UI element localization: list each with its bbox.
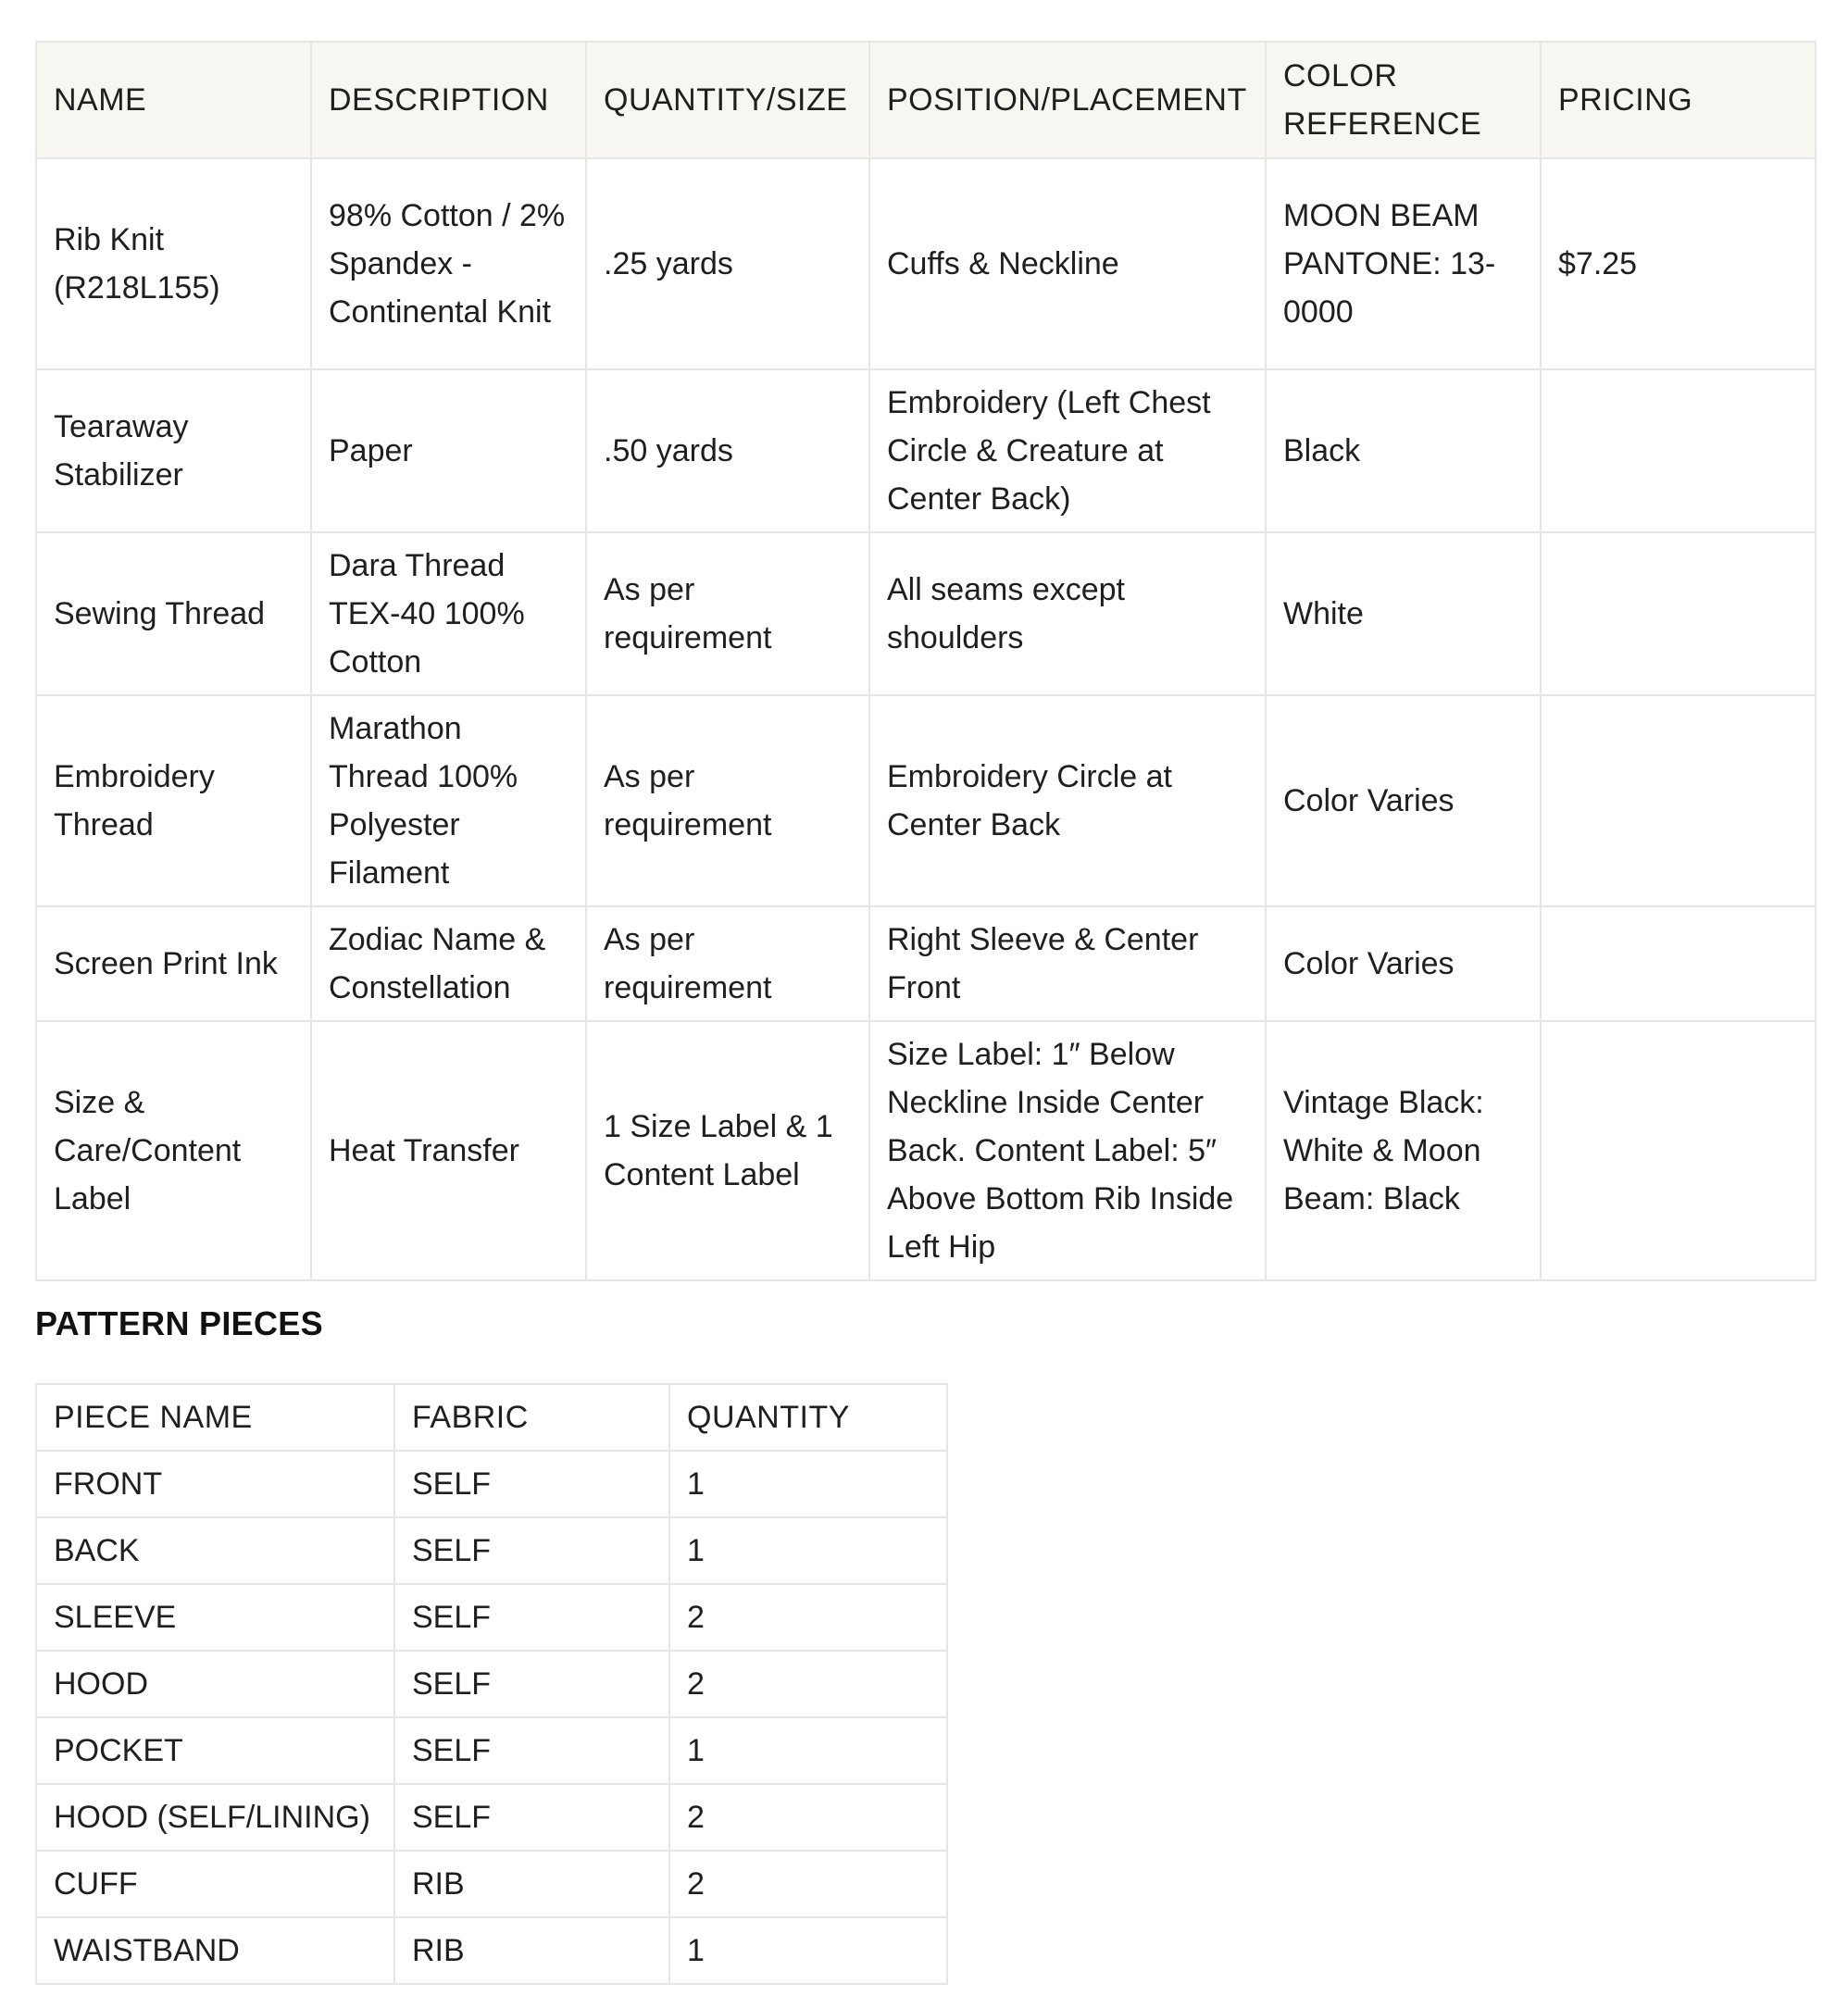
cell-piece-name: POCKET	[36, 1717, 394, 1784]
cell-position: All seams except shoulders	[869, 532, 1266, 695]
header-piece-name: PIECE NAME	[36, 1384, 394, 1451]
cell-piece-name: CUFF	[36, 1851, 394, 1917]
cell-position: Embroidery Circle at Center Back	[869, 695, 1266, 906]
cell-piece-name: HOOD	[36, 1651, 394, 1717]
header-color-reference: COLOR REFERENCE	[1266, 42, 1541, 158]
cell-name: Sewing Thread	[36, 532, 311, 695]
cell-position: Embroidery (Left Chest Circle & Creature at Center Back)	[869, 369, 1266, 532]
cell-description: Paper	[311, 369, 586, 532]
cell-pricing	[1541, 695, 1816, 906]
cell-fabric: SELF	[394, 1717, 669, 1784]
cell-quantity: 2	[669, 1851, 947, 1917]
header-pricing: PRICING	[1541, 42, 1816, 158]
header-position-placement: POSITION/PLACEMENT	[869, 42, 1266, 158]
cell-fabric: SELF	[394, 1651, 669, 1717]
table-row	[36, 1651, 947, 1717]
cell-fabric: SELF	[394, 1784, 669, 1851]
cell-name: Screen Print Ink	[36, 906, 311, 1021]
table-row	[36, 532, 1816, 695]
table-row	[36, 158, 1816, 369]
table-row	[36, 1717, 947, 1784]
table-row	[36, 1851, 947, 1917]
cell-description: 98% Cotton / 2% Spandex - Continental Knit	[311, 158, 586, 369]
cell-fabric: SELF	[394, 1517, 669, 1584]
pattern-pieces-title: PATTERN PIECES	[35, 1304, 323, 1342]
cell-piece-name: SLEEVE	[36, 1584, 394, 1651]
cell-position: Right Sleeve & Center Front	[869, 906, 1266, 1021]
cell-name: Embroidery Thread	[36, 695, 311, 906]
cell-quantity: As per requirement	[586, 695, 869, 906]
cell-name: Rib Knit (R218L155)	[36, 158, 311, 369]
cell-color: Color Varies	[1266, 906, 1541, 1021]
cell-pricing	[1541, 1021, 1816, 1280]
cell-fabric: RIB	[394, 1917, 669, 1984]
cell-pricing	[1541, 532, 1816, 695]
cell-quantity: .25 yards	[586, 158, 869, 369]
cell-position: Size Label: 1″ Below Neckline Inside Center Back. Content Label: 5″ Above Bottom Rib Inside Left Hip	[869, 1021, 1266, 1280]
table-row	[36, 1517, 947, 1584]
cell-quantity: 2	[669, 1584, 947, 1651]
cell-position: Cuffs & Neckline	[869, 158, 1266, 369]
cell-quantity: .50 yards	[586, 369, 869, 532]
cell-pricing	[1541, 369, 1816, 532]
table-row	[36, 1784, 947, 1851]
cell-piece-name: BACK	[36, 1517, 394, 1584]
cell-quantity: As per requirement	[586, 906, 869, 1021]
cell-quantity: 1	[669, 1517, 947, 1584]
cell-quantity: 1	[669, 1451, 947, 1517]
cell-color: Vintage Black: White & Moon Beam: Black	[1266, 1021, 1541, 1280]
cell-piece-name: HOOD (SELF/LINING)	[36, 1784, 394, 1851]
cell-description: Heat Transfer	[311, 1021, 586, 1280]
table-row	[36, 1021, 1816, 1280]
header-quantity-size: QUANTITY/SIZE	[586, 42, 869, 158]
materials-header-row	[36, 42, 1816, 158]
cell-fabric: RIB	[394, 1851, 669, 1917]
pieces-header-row	[36, 1384, 947, 1451]
cell-piece-name: FRONT	[36, 1451, 394, 1517]
cell-color: Color Varies	[1266, 695, 1541, 906]
table-row	[36, 1917, 947, 1984]
cell-piece-name: WAISTBAND	[36, 1917, 394, 1984]
cell-color: White	[1266, 532, 1541, 695]
cell-quantity: 1 Size Label & 1 Content Label	[586, 1021, 869, 1280]
header-fabric: FABRIC	[394, 1384, 669, 1451]
cell-quantity: 2	[669, 1651, 947, 1717]
header-quantity: QUANTITY	[669, 1384, 947, 1451]
cell-name: Tearaway Stabilizer	[36, 369, 311, 532]
cell-quantity: 1	[669, 1717, 947, 1784]
cell-description: Marathon Thread 100% Polyester Filament	[311, 695, 586, 906]
cell-description: Dara Thread TEX-40 100% Cotton	[311, 532, 586, 695]
cell-fabric: SELF	[394, 1584, 669, 1651]
table-row	[36, 906, 1816, 1021]
table-row	[36, 1584, 947, 1651]
header-description: DESCRIPTION	[311, 42, 586, 158]
cell-color: MOON BEAM PANTONE: 13-0000	[1266, 158, 1541, 369]
cell-name: Size & Care/Content Label	[36, 1021, 311, 1280]
cell-quantity: 2	[669, 1784, 947, 1851]
table-row	[36, 369, 1816, 532]
cell-description: Zodiac Name & Constellation	[311, 906, 586, 1021]
header-name: NAME	[36, 42, 311, 158]
cell-quantity: As per requirement	[586, 532, 869, 695]
table-row	[36, 695, 1816, 906]
cell-pricing	[1541, 906, 1816, 1021]
materials-table	[35, 41, 1817, 1281]
pattern-pieces-table	[35, 1383, 948, 1985]
cell-color: Black	[1266, 369, 1541, 532]
cell-pricing: $7.25	[1541, 158, 1816, 369]
cell-fabric: SELF	[394, 1451, 669, 1517]
table-row	[36, 1451, 947, 1517]
cell-quantity: 1	[669, 1917, 947, 1984]
